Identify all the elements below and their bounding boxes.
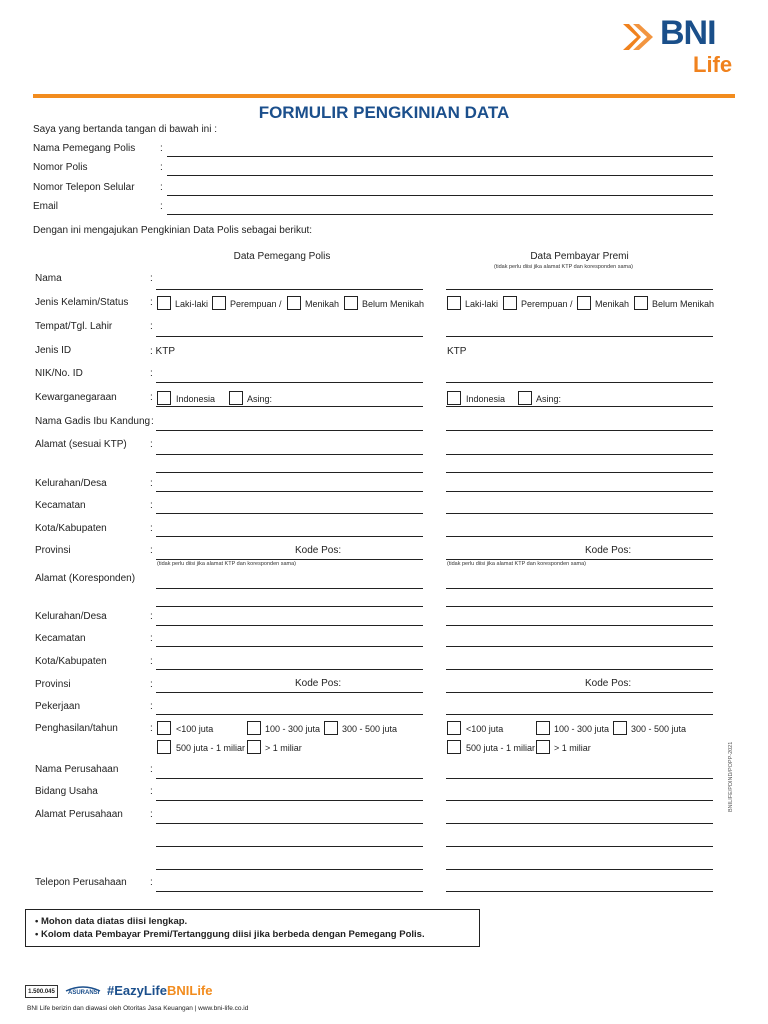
row-label-occupation: Pekerjaan [35,701,81,712]
row-label-city: Kota/Kabupaten [35,523,107,534]
row-label-district: Kecamatan [35,500,86,511]
policy-number-input[interactable] [167,175,713,176]
insurance-badge [64,983,102,999]
payer-foreign-checkbox[interactable] [518,391,532,405]
holder-company-address-2[interactable] [156,846,423,847]
payer-income-4-checkbox[interactable] [447,740,461,754]
row-label-district-2: Kecamatan [35,633,86,644]
option-label: 500 juta - 1 miliar [466,743,536,753]
payer-income-3-checkbox[interactable] [613,721,627,735]
row-label-village: Kelurahan/Desa [35,478,107,489]
payer-nationality-line[interactable] [446,406,713,407]
request-text: Dengan ini mengajukan Pengkinian Data Polis sebagai berikut: [33,225,313,236]
footer-hashtag [107,983,212,998]
holder-foreign-checkbox[interactable] [229,391,243,405]
hashtag-part: #EazyLife [107,983,167,998]
bni-logo-mark-icon [621,20,655,54]
option-label: Menikah [305,299,340,309]
intro-text: Saya yang bertanda tangan di bawah ini : [33,124,218,135]
row-label-mother: Nama Gadis Ibu Kandung [35,416,151,427]
colon: : [150,297,153,308]
row-label-nik: NIK/No. ID [35,368,83,379]
holder-nationality-line[interactable] [156,406,423,407]
option-label: Perempuan / [521,299,573,309]
payer-company-address-3[interactable] [446,869,713,870]
payer-province-line[interactable] [446,559,713,560]
colon: : [150,809,153,820]
holder-name-input[interactable] [167,156,713,157]
payer-mother-line[interactable] [446,430,713,431]
option-label: 500 juta - 1 miliar [176,743,246,753]
holder-village-2-line[interactable] [156,625,423,626]
payer-nik-line[interactable] [446,382,713,383]
colon: : [150,656,153,667]
form-code: BNILIFE/PDIND/POPP-2021 [728,741,734,812]
payer-postal-2-label: Kode Pos: [585,678,632,689]
row-label-village-2: Kelurahan/Desa [35,611,107,622]
payer-corr-line-1[interactable] [446,588,713,589]
option-label: Belum Menikah [362,299,425,309]
option-label: Asing: [247,394,273,404]
payer-single-checkbox[interactable] [634,296,648,310]
row-label-address-ktp: Alamat (sesuai KTP) [35,439,127,450]
holder-income-3-checkbox[interactable] [324,721,338,735]
payer-district-line[interactable] [446,513,713,514]
colon: : [160,201,163,212]
payer-company-address-2[interactable] [446,846,713,847]
row-label-name: Nama [35,273,62,284]
column-header-payer: Data Pembayar Premi [530,251,629,262]
colon: : [160,143,163,154]
payer-male-checkbox[interactable] [447,296,461,310]
holder-village-line[interactable] [156,491,423,492]
payer-occupation-line[interactable] [446,714,713,715]
colon: : [150,877,153,888]
holder-occupation-line[interactable] [156,714,423,715]
option-label: > 1 miliar [554,743,591,753]
payer-indonesia-checkbox[interactable] [447,391,461,405]
insurance-badge-text: ASURANSI [68,990,100,996]
holder-province-line[interactable] [156,559,423,560]
holder-income-5-checkbox[interactable] [247,740,261,754]
holder-income-2-checkbox[interactable] [247,721,261,735]
colon: : [150,764,153,775]
option-label: Indonesia [176,394,216,404]
holder-corr-line-1[interactable] [156,588,423,589]
colon: : [160,162,163,173]
column-header-payer-note: (tidak perlu diisi jika alamat KTP dan koresponden sama) [494,264,633,270]
payer-address-line-2[interactable] [446,472,713,473]
note-item: • Mohon data diatas diisi lengkap. [35,916,188,927]
colon: : [150,321,153,332]
holder-business-line[interactable] [156,800,423,801]
payer-name-line[interactable] [446,289,713,290]
holder-income-1-checkbox[interactable] [157,721,171,735]
holder-income-4-checkbox[interactable] [157,740,171,754]
colon: : [150,500,153,511]
row-label-birth: Tempat/Tgl. Lahir [35,321,113,332]
holder-city-2-line[interactable] [156,669,423,670]
payer-province-2-line[interactable] [446,692,713,693]
holder-female-checkbox[interactable] [212,296,226,310]
holder-nik-line[interactable] [156,382,423,383]
row-label-income: Penghasilan/tahun [35,723,118,734]
holder-name-line[interactable] [156,289,423,290]
row-label-id-type: Jenis ID [35,345,72,356]
holder-district-line[interactable] [156,513,423,514]
notes-box [25,909,480,947]
payer-corr-line-2[interactable] [446,606,713,607]
row-label-company-address: Alamat Perusahaan [35,809,123,820]
holder-province-2-line[interactable] [156,692,423,693]
payer-address-line-1[interactable] [446,454,713,455]
colon: : [150,368,153,379]
option-label: 300 - 500 juta [342,724,398,734]
row-label-nationality: Kewarganegaraan [35,392,117,403]
colon: : [150,523,153,534]
colon: : [150,545,153,556]
option-label: Belum Menikah [652,299,715,309]
payer-id-type-value: KTP [447,346,467,357]
row-label-city-2: Kota/Kabupaten [35,656,107,667]
holder-company-phone-line[interactable] [156,891,423,892]
option-label: Laki-laki [465,299,499,309]
payer-company-address-1[interactable] [446,823,713,824]
payer-city-line[interactable] [446,536,713,537]
row-label-province: Provinsi [35,545,71,556]
call-center-badge [25,985,58,998]
holder-address-line-1[interactable] [156,454,423,455]
holder-single-checkbox[interactable] [344,296,358,310]
option-label: <100 juta [466,724,504,734]
page-title: FORMULIR PENGKINIAN DATA [258,103,510,122]
payer-income-5-checkbox[interactable] [536,740,550,754]
option-label: Laki-laki [175,299,209,309]
payer-postal-label: Kode Pos: [585,545,632,556]
holder-address-line-2[interactable] [156,472,423,473]
field-label-holder-name: Nama Pemegang Polis [33,143,136,154]
holder-company-address-3[interactable] [156,869,423,870]
payer-income-2-checkbox[interactable] [536,721,550,735]
option-label: 100 - 300 juta [554,724,610,734]
colon: : [150,478,153,489]
colon: : [150,273,153,284]
note-item: • Kolom data Pembayar Premi/Tertanggung diisi jika berbeda dengan Pemegang Polis. [35,929,425,940]
option-label: Indonesia [466,394,506,404]
holder-mother-line[interactable] [156,430,423,431]
holder-birth-line[interactable] [156,336,423,337]
holder-married-checkbox[interactable] [287,296,301,310]
field-label-phone: Nomor Telepon Selular [33,182,135,193]
field-label-policy-number: Nomor Polis [33,162,88,173]
holder-company-line[interactable] [156,778,423,779]
holder-male-checkbox[interactable] [157,296,171,310]
colon: : [150,611,153,622]
column-header-holder: Data Pemegang Polis [233,251,331,262]
colon: : [151,416,154,427]
option-label: Asing: [536,394,562,404]
colon: : [150,439,153,450]
holder-address-note: (tidak perlu diisi jika alamat KTP dan koresponden sama) [157,561,296,567]
colon: : [150,633,153,644]
header-divider [33,94,735,98]
payer-city-2-line[interactable] [446,669,713,670]
option-label: > 1 miliar [265,743,302,753]
colon: : [150,786,153,797]
row-label-company-phone: Telepon Perusahaan [35,877,127,888]
payer-income-1-checkbox[interactable] [447,721,461,735]
payer-village-2-line[interactable] [446,625,713,626]
option-label: Perempuan / [230,299,282,309]
payer-company-line[interactable] [446,778,713,779]
brand-logo: BNI [660,14,716,52]
payer-address-note: (tidak perlu diisi jika alamat KTP dan koresponden sama) [447,561,586,567]
colon: : [150,723,153,734]
option-label: 300 - 500 juta [631,724,687,734]
holder-id-type-value: : KTP [150,346,176,357]
brand-logo-sub: Life [693,52,733,77]
holder-company-address-1[interactable] [156,823,423,824]
phone-input[interactable] [167,195,713,196]
row-label-business: Bidang Usaha [35,786,98,797]
payer-married-checkbox[interactable] [577,296,591,310]
payer-business-line[interactable] [446,800,713,801]
holder-postal-label: Kode Pos: [295,545,342,556]
colon: : [150,701,153,712]
hashtag-brand: BNILife [166,983,213,998]
holder-corr-line-2[interactable] [156,606,423,607]
colon: : [160,182,163,193]
email-input[interactable] [167,214,713,215]
holder-indonesia-checkbox[interactable] [157,391,171,405]
holder-city-line[interactable] [156,536,423,537]
option-label: Menikah [595,299,630,309]
call-center-number: 1.500.045 [28,989,55,995]
row-label-province-2: Provinsi [35,679,71,690]
payer-village-line[interactable] [446,491,713,492]
footer-legal-text: BNI Life berizin dan diawasi oleh Otoritas Jasa Keuangan | www.bni-life.co.id [27,1005,249,1012]
colon: : [150,679,153,690]
field-label-email: Email [33,201,59,212]
payer-district-2-line[interactable] [446,646,713,647]
holder-postal-2-label: Kode Pos: [295,678,342,689]
payer-company-phone-line[interactable] [446,891,713,892]
holder-district-2-line[interactable] [156,646,423,647]
payer-birth-line[interactable] [446,336,713,337]
row-label-gender: Jenis Kelamin/Status [35,297,129,308]
option-label: 100 - 300 juta [265,724,321,734]
payer-female-checkbox[interactable] [503,296,517,310]
option-label: <100 juta [176,724,214,734]
row-label-company: Nama Perusahaan [35,764,119,775]
row-label-address-corr: Alamat (Koresponden) [35,573,136,584]
colon: : [150,392,153,403]
